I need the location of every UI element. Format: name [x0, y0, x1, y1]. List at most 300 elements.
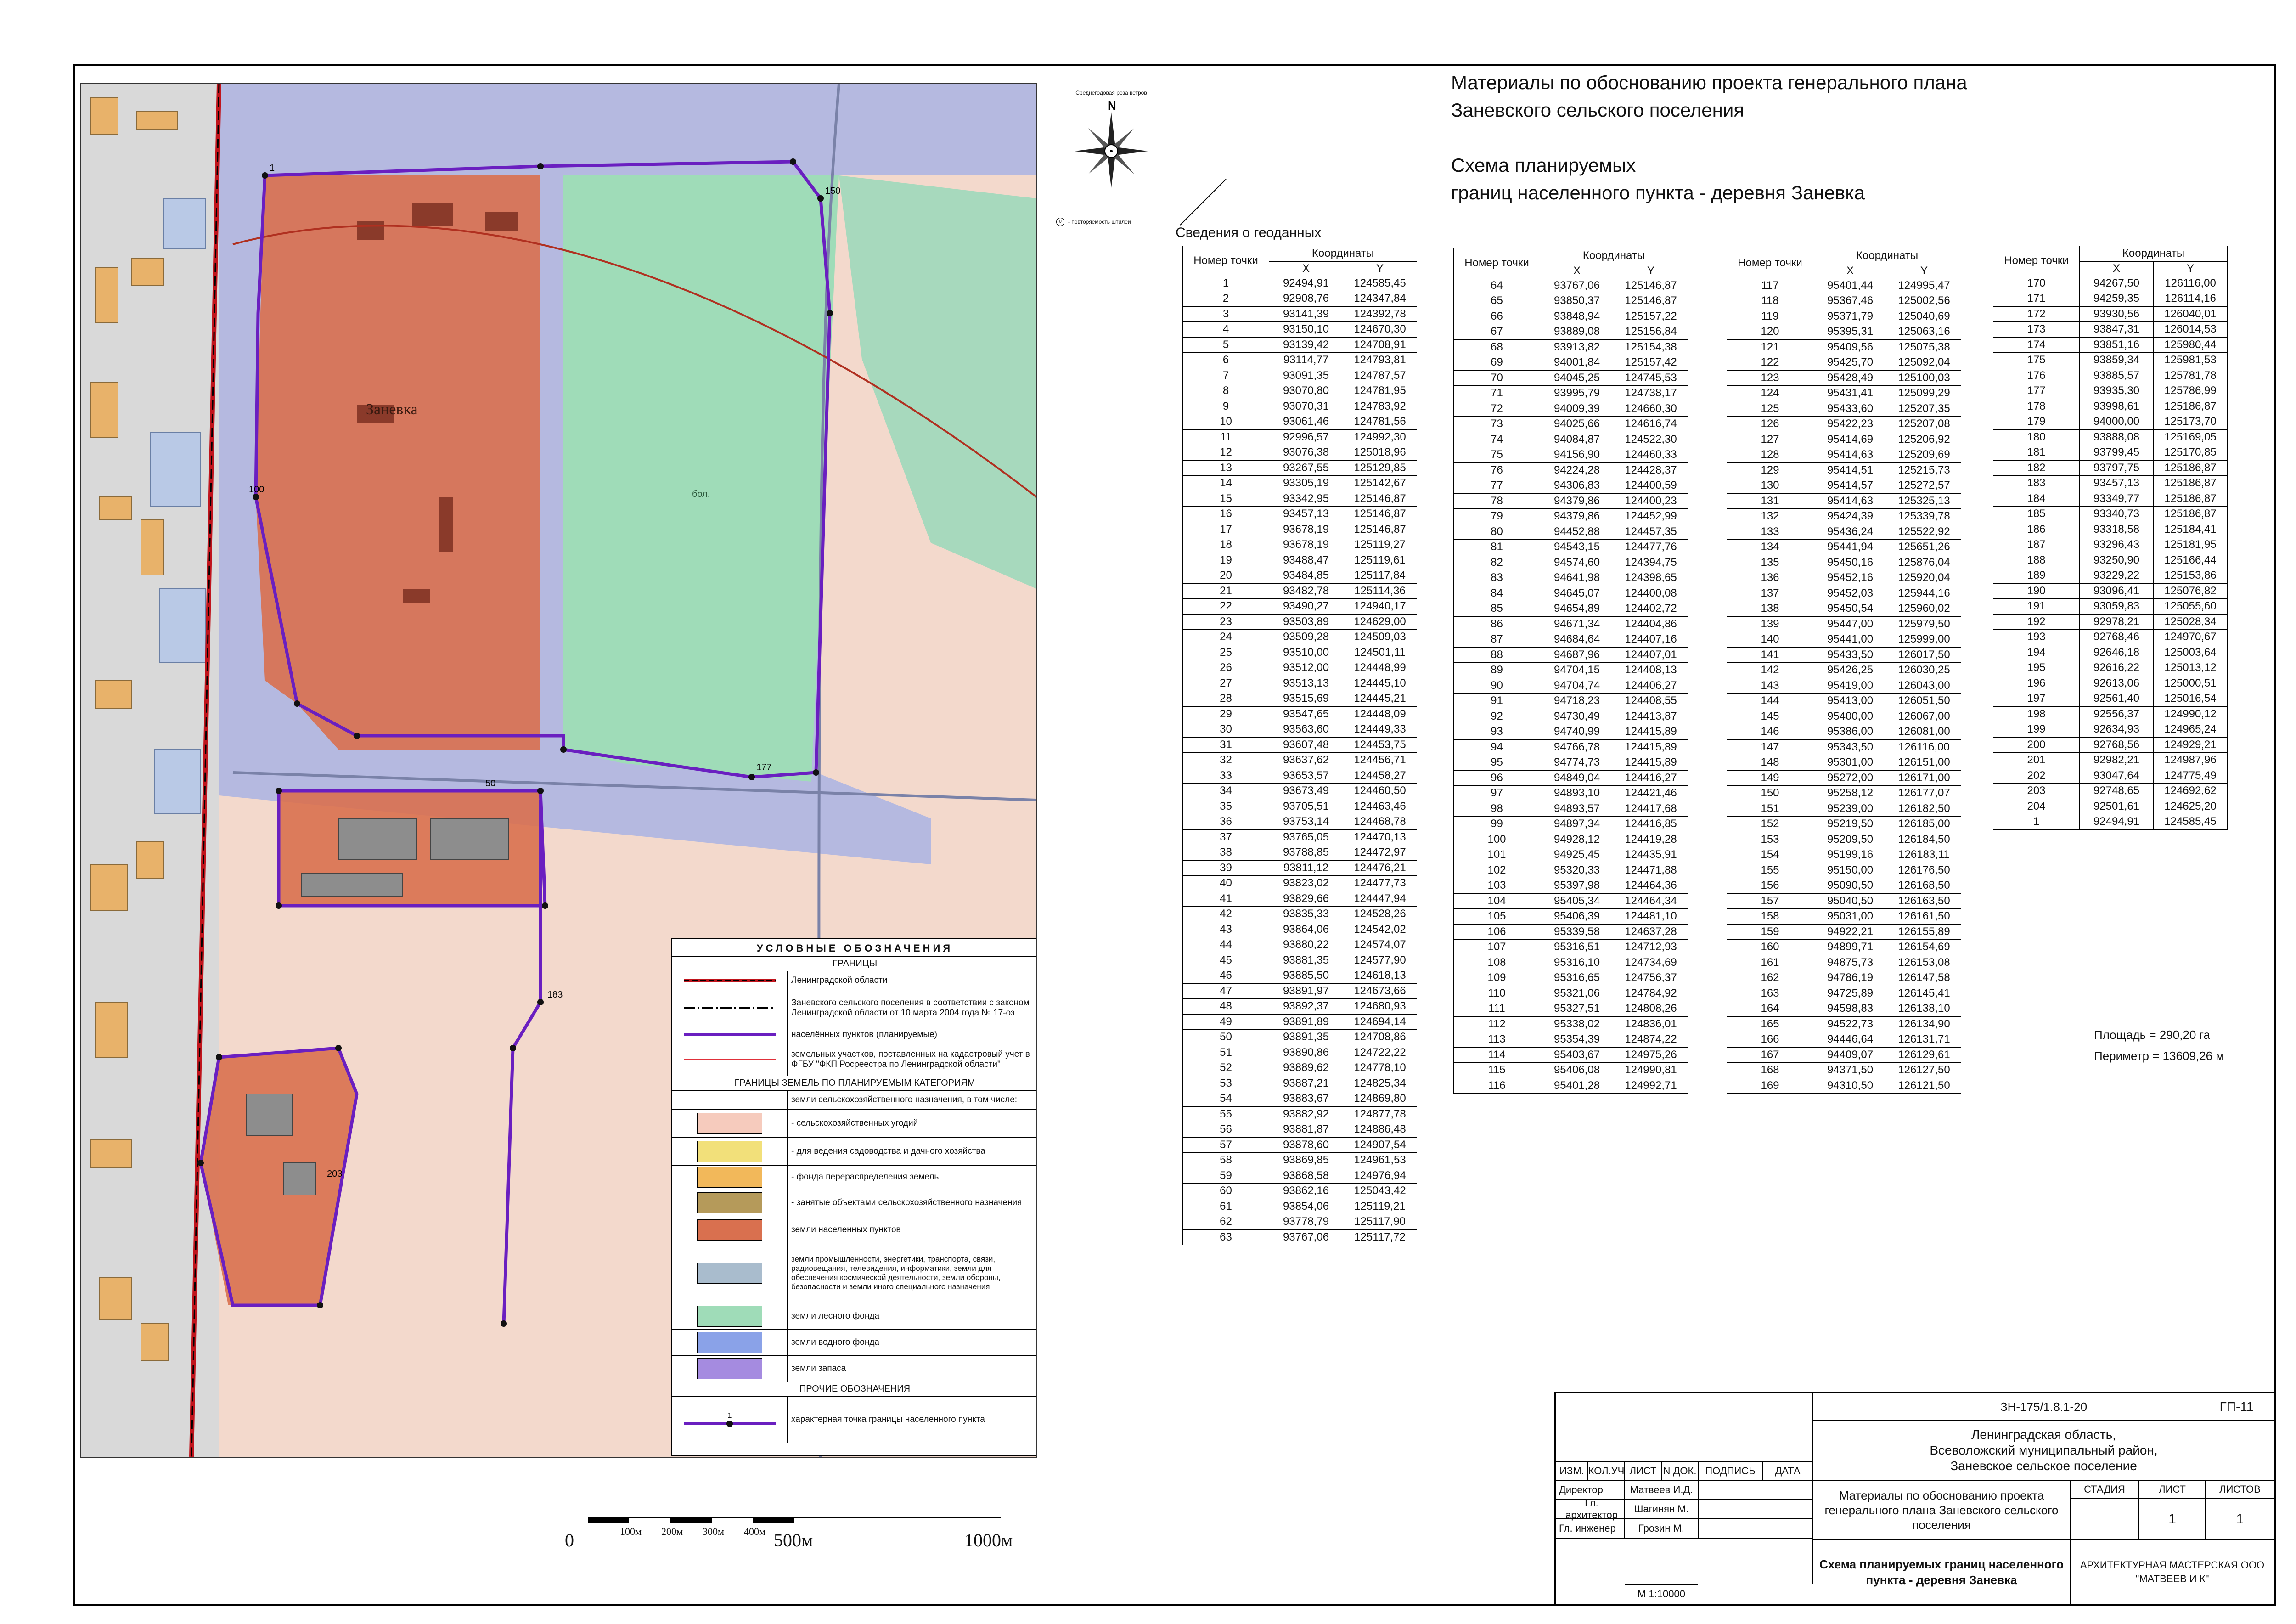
coords-table-2: [1453, 248, 1688, 1094]
coord-x: 93488,47: [1269, 553, 1343, 568]
coord-y: 126127,50: [1887, 1063, 1961, 1078]
table-row: [1993, 568, 2228, 584]
coord-x: 95339,58: [1540, 924, 1614, 940]
point-number: 82: [1454, 555, 1540, 570]
point-number: 21: [1183, 583, 1269, 599]
point-number: 145: [1727, 709, 1813, 724]
point-number: 125: [1727, 401, 1813, 417]
point-number: 194: [1993, 645, 2080, 660]
coord-y: 125119,27: [1343, 537, 1417, 553]
point-number: 92: [1454, 709, 1540, 724]
coord-x: 95321,06: [1540, 986, 1614, 1001]
point-number: 142: [1727, 663, 1813, 678]
coord-y: 125100,03: [1887, 370, 1961, 386]
coord-y: 125186,87: [2154, 491, 2228, 507]
col-header-y: Y: [1887, 264, 1961, 278]
table-row: [1183, 968, 1417, 984]
legend-row-reserve: земли запаса: [672, 1356, 1037, 1382]
point-number: 158: [1727, 909, 1813, 925]
point-number: 32: [1183, 753, 1269, 768]
coord-y: 125169,05: [2154, 429, 2228, 445]
coord-y: 124392,78: [1343, 306, 1417, 322]
stamp-location: Ленинградская область, Всеволожский муниципальный район, Заневское сельское поселение: [1813, 1421, 2274, 1480]
coord-y: 124419,28: [1614, 832, 1688, 847]
table-row: [1727, 924, 1961, 940]
table-row: [1727, 847, 1961, 863]
coord-y: 125016,54: [2154, 691, 2228, 707]
point-number: 161: [1727, 955, 1813, 970]
point-number: 196: [1993, 676, 2080, 691]
table-row: [1454, 278, 1688, 293]
table-row: [1183, 1030, 1417, 1045]
point-number: 58: [1183, 1153, 1269, 1168]
coord-x: 94766,78: [1540, 739, 1614, 755]
point-number: 14: [1183, 476, 1269, 491]
table-row: [1454, 540, 1688, 555]
coord-x: 95316,51: [1540, 940, 1614, 955]
coord-y: 124417,68: [1614, 801, 1688, 817]
legend-section-categories: ГРАНИЦЫ ЗЕМЕЛЬ ПО ПЛАНИРУЕМЫМ КАТЕГОРИЯМ: [672, 1076, 1037, 1091]
table-row: [1454, 1063, 1688, 1078]
point-number: 35: [1183, 799, 1269, 814]
coord-x: 92561,40: [2080, 691, 2154, 707]
coord-x: 93767,06: [1269, 1229, 1343, 1245]
table-row: [1993, 630, 2228, 645]
coord-x: 94000,00: [2080, 414, 2154, 430]
table-row: [1727, 432, 1961, 447]
settlement-north: [256, 175, 540, 750]
table-row: [1183, 1060, 1417, 1076]
coord-y: 124415,89: [1614, 739, 1688, 755]
table-row: [1454, 724, 1688, 740]
coord-y: 125184,41: [2154, 522, 2228, 537]
coord-y: 125076,82: [2154, 583, 2228, 599]
coord-x: 93114,77: [1269, 353, 1343, 368]
coord-y: 124886,48: [1343, 1122, 1417, 1138]
point-number: 28: [1183, 691, 1269, 707]
table-row: [1454, 832, 1688, 847]
coord-x: 95209,50: [1813, 832, 1887, 847]
coord-y: 124477,73: [1343, 876, 1417, 891]
coord-y: 125156,84: [1614, 324, 1688, 340]
table-row: [1183, 553, 1417, 568]
coord-x: 93878,60: [1269, 1137, 1343, 1153]
table-row: [1727, 324, 1961, 340]
point-number: 180: [1993, 429, 2080, 445]
coord-y: 125063,16: [1887, 324, 1961, 340]
coord-y: 126129,61: [1887, 1047, 1961, 1063]
coord-x: 93753,14: [1269, 814, 1343, 830]
coord-x: 92634,93: [2080, 722, 2154, 738]
point-number: 178: [1993, 399, 2080, 414]
table-row: [1183, 522, 1417, 537]
village-label: Заневка: [366, 401, 418, 418]
coord-x: 92768,56: [2080, 737, 2154, 753]
coord-y: 125117,84: [1343, 568, 1417, 584]
coord-x: 93854,06: [1269, 1199, 1343, 1214]
coord-y: 125117,72: [1343, 1229, 1417, 1245]
scale-bar: 0 100м 200м 300м 400м 500м 1000м: [565, 1516, 978, 1534]
table-row: [1727, 570, 1961, 586]
table-row: [1727, 447, 1961, 463]
table-row: [1727, 817, 1961, 832]
coord-y: 124784,92: [1614, 986, 1688, 1001]
coord-x: 95413,00: [1813, 694, 1887, 709]
legend-row-agri-fields: - сельскохозяйственных угодий: [672, 1110, 1037, 1138]
table-row: [1183, 476, 1417, 491]
point-number: 119: [1727, 309, 1813, 324]
point-number: 166: [1727, 1032, 1813, 1048]
point-number: 147: [1727, 739, 1813, 755]
coord-y: 124940,17: [1343, 599, 1417, 615]
point-number: 74: [1454, 432, 1540, 447]
coord-y: 126147,58: [1887, 970, 1961, 986]
table-row: [1454, 1016, 1688, 1032]
map-area[interactable]: [80, 83, 1037, 1458]
coord-x: 93482,78: [1269, 583, 1343, 599]
table-row: [1727, 647, 1961, 663]
point-number: 55: [1183, 1106, 1269, 1122]
coord-x: 93889,62: [1269, 1060, 1343, 1076]
point-number: 192: [1993, 614, 2080, 630]
coord-x: 93885,50: [1269, 968, 1343, 984]
coord-x: 95452,16: [1813, 570, 1887, 586]
point-number: 51: [1183, 1045, 1269, 1060]
coord-y: 124528,26: [1343, 907, 1417, 922]
point-number: 22: [1183, 599, 1269, 615]
point-number: 29: [1183, 706, 1269, 722]
coord-x: 93503,89: [1269, 614, 1343, 630]
coord-y: 125207,35: [1887, 401, 1961, 417]
table-row: [1454, 1078, 1688, 1094]
coord-y: 124708,86: [1343, 1030, 1417, 1045]
coord-y: 124415,89: [1614, 755, 1688, 771]
coord-x: 93607,48: [1269, 737, 1343, 753]
table-row: [1183, 537, 1417, 553]
coord-x: 94452,88: [1540, 524, 1614, 540]
table-row: [1993, 706, 2228, 722]
coord-x: 93296,43: [2080, 537, 2154, 553]
coord-x: 95441,00: [1813, 632, 1887, 648]
table-row: [1183, 676, 1417, 691]
coord-x: 95258,12: [1813, 786, 1887, 801]
coord-x: 93547,65: [1269, 706, 1343, 722]
coord-y: 126116,00: [2154, 276, 2228, 291]
point-number: 191: [1993, 599, 2080, 615]
coord-x: 94522,73: [1813, 1016, 1887, 1032]
table-row: [1454, 909, 1688, 925]
point-number: 52: [1183, 1060, 1269, 1076]
table-row: [1993, 583, 2228, 599]
coord-x: 93678,19: [1269, 522, 1343, 537]
coord-y: 126183,11: [1887, 847, 1961, 863]
point-number: 54: [1183, 1091, 1269, 1107]
table-row: [1993, 722, 2228, 738]
point-number: 129: [1727, 462, 1813, 478]
point-number: 159: [1727, 924, 1813, 940]
coord-y: 125979,50: [1887, 616, 1961, 632]
coords-table-1: [1182, 246, 1417, 1245]
coord-y: 125166,44: [2154, 553, 2228, 568]
col-header-coords: Координаты: [2080, 246, 2228, 262]
point-number: 154: [1727, 847, 1813, 863]
coord-y: 125146,87: [1343, 522, 1417, 537]
point-number: 128: [1727, 447, 1813, 463]
table-row: [1183, 753, 1417, 768]
coord-y: 124347,84: [1343, 291, 1417, 307]
table-row: [1727, 986, 1961, 1001]
coord-x: 94574,60: [1540, 555, 1614, 570]
coord-x: 93139,42: [1269, 337, 1343, 353]
point-number: 24: [1183, 630, 1269, 645]
table-row: [1727, 970, 1961, 986]
coord-x: 95450,16: [1813, 555, 1887, 570]
coord-y: 124625,20: [2154, 799, 2228, 814]
coord-y: 124680,93: [1343, 999, 1417, 1015]
legend-row-np-planned: населённых пунктов (планируемые): [672, 1026, 1037, 1043]
table-row: [1183, 291, 1417, 307]
coord-y: 125043,42: [1343, 1184, 1417, 1199]
point-number: 155: [1727, 863, 1813, 878]
coord-y: 124976,94: [1343, 1168, 1417, 1184]
table-row: [1727, 339, 1961, 355]
table-row: [1183, 768, 1417, 784]
coord-x: 95397,98: [1540, 878, 1614, 894]
coord-y: 124471,88: [1614, 863, 1688, 878]
coord-y: 124476,21: [1343, 860, 1417, 876]
coord-y: 124415,89: [1614, 724, 1688, 740]
point-number: 126: [1727, 417, 1813, 432]
coord-x: 93890,86: [1269, 1045, 1343, 1060]
table-row: [1727, 493, 1961, 509]
coord-x: 95386,00: [1813, 724, 1887, 740]
coord-y: 124787,57: [1343, 368, 1417, 383]
table-row: [1183, 706, 1417, 722]
coord-x: 93891,89: [1269, 1014, 1343, 1030]
coord-x: 93935,30: [2080, 383, 2154, 399]
coord-x: 93267,55: [1269, 460, 1343, 476]
point-number: 25: [1183, 645, 1269, 660]
coord-y: 125146,87: [1343, 507, 1417, 522]
coord-y: 124416,85: [1614, 817, 1688, 832]
point-number: 130: [1727, 478, 1813, 494]
table-row: [1993, 383, 2228, 399]
table-row: [1454, 786, 1688, 801]
table-row: [1183, 983, 1417, 999]
point-number: 30: [1183, 722, 1269, 738]
coord-y: 124413,87: [1614, 709, 1688, 724]
table-row: [1454, 555, 1688, 570]
coord-y: 124574,07: [1343, 937, 1417, 953]
coord-y: 125999,00: [1887, 632, 1961, 648]
table-row: [1993, 507, 2228, 522]
table-row: [1727, 462, 1961, 478]
point-number: 120: [1727, 324, 1813, 340]
coord-y: 125099,29: [1887, 386, 1961, 401]
coord-y: 125119,61: [1343, 553, 1417, 568]
legend-row-settlements: земли населенных пунктов: [672, 1217, 1037, 1243]
coord-y: 124407,16: [1614, 632, 1688, 648]
point-number: 103: [1454, 878, 1540, 894]
coord-x: 93070,80: [1269, 383, 1343, 399]
point-number: 38: [1183, 845, 1269, 861]
table-row: [1993, 399, 2228, 414]
table-row: [1727, 632, 1961, 648]
coord-x: 94045,25: [1540, 370, 1614, 386]
coord-y: 124694,14: [1343, 1014, 1417, 1030]
coord-x: 95367,46: [1813, 293, 1887, 309]
point-number: 13: [1183, 460, 1269, 476]
table-row: [1454, 970, 1688, 986]
coord-y: 125325,13: [1887, 493, 1961, 509]
coord-x: 95040,50: [1813, 893, 1887, 909]
point-number: 182: [1993, 460, 2080, 476]
coords-table-3: [1727, 248, 1961, 1094]
coord-x: 92908,76: [1269, 291, 1343, 307]
point-number: 81: [1454, 540, 1540, 555]
coord-y: 125092,04: [1887, 355, 1961, 371]
point-number: 184: [1993, 491, 2080, 507]
coord-y: 126145,41: [1887, 986, 1961, 1001]
table-row: [1993, 753, 2228, 768]
coord-x: 92982,21: [2080, 753, 2154, 768]
coord-x: 92613,06: [2080, 676, 2154, 691]
coord-y: 126051,50: [1887, 694, 1961, 709]
table-row: [1454, 755, 1688, 771]
coord-y: 125876,04: [1887, 555, 1961, 570]
coord-x: 93882,92: [1269, 1106, 1343, 1122]
table-row: [1183, 1199, 1417, 1214]
coord-y: 124929,21: [2154, 737, 2228, 753]
point-number: 34: [1183, 784, 1269, 799]
coord-y: 126184,50: [1887, 832, 1961, 847]
table-row: [1183, 1076, 1417, 1091]
table-row: [1183, 337, 1417, 353]
table-row: [1727, 863, 1961, 878]
coord-y: 125146,87: [1614, 293, 1688, 309]
coord-x: 92996,57: [1269, 429, 1343, 445]
table-row: [1454, 478, 1688, 494]
document-title: Материалы по обоснованию проекта генерального плана Заневского сельского поселения Схема планируемых границ населенного пункта - деревня Заневка: [1451, 72, 1967, 203]
point-number: 10: [1183, 414, 1269, 430]
table-row: [1454, 694, 1688, 709]
table-row: [1183, 1091, 1417, 1107]
point-number: 20: [1183, 568, 1269, 584]
coord-y: 126161,50: [1887, 909, 1961, 925]
coord-y: 124961,53: [1343, 1153, 1417, 1168]
table-row: [1183, 737, 1417, 753]
point-number: 177: [1993, 383, 2080, 399]
legend-row-industry: земли промышленности, энергетики, транспорта, связи, радиовещания, телевидения, информатики, земли для обеспечения космической деятельности, земли обороны, безопасности и земли иного специального назначения: [672, 1243, 1037, 1303]
point-number: 104: [1454, 893, 1540, 909]
table-row: [1183, 937, 1417, 953]
coord-x: 94267,50: [2080, 276, 2154, 291]
coord-y: 124712,93: [1614, 940, 1688, 955]
coord-x: 93869,85: [1269, 1153, 1343, 1168]
table-row: [1993, 522, 2228, 537]
point-number: 198: [1993, 706, 2080, 722]
table-row: [1727, 586, 1961, 601]
coord-x: 93653,57: [1269, 768, 1343, 784]
coord-y: 124585,45: [1343, 276, 1417, 291]
table-row: [1183, 445, 1417, 461]
point-label-150: 150: [825, 186, 841, 196]
table-row: [1454, 570, 1688, 586]
point-number: 107: [1454, 940, 1540, 955]
coord-x: 95414,57: [1813, 478, 1887, 494]
coord-y: 124408,55: [1614, 694, 1688, 709]
table-row: [1993, 429, 2228, 445]
col-header-coords: Координаты: [1269, 246, 1417, 262]
table-row: [1993, 614, 2228, 630]
svg-text:N: N: [1108, 99, 1116, 113]
coord-y: 125186,87: [2154, 507, 2228, 522]
coord-y: 124448,09: [1343, 706, 1417, 722]
coord-x: 93096,41: [2080, 583, 2154, 599]
table-row: [1993, 353, 2228, 368]
coord-x: 93823,02: [1269, 876, 1343, 891]
coord-x: 93070,31: [1269, 399, 1343, 414]
col-header-y: Y: [1343, 261, 1417, 276]
table-row: [1993, 291, 2228, 307]
coord-x: 93515,69: [1269, 691, 1343, 707]
table-row: [1993, 645, 2228, 660]
point-number: 115: [1454, 1063, 1540, 1078]
point-number: 149: [1727, 770, 1813, 786]
table-row: [1183, 507, 1417, 522]
table-row: [1183, 691, 1417, 707]
coord-y: 125181,95: [2154, 537, 2228, 553]
point-number: 57: [1183, 1137, 1269, 1153]
coord-y: 125119,21: [1343, 1199, 1417, 1214]
coord-x: 95406,39: [1540, 909, 1614, 925]
coord-x: 93484,85: [1269, 568, 1343, 584]
coord-x: 93887,21: [1269, 1076, 1343, 1091]
coord-x: 95414,69: [1813, 432, 1887, 447]
point-number: 1: [1993, 814, 2080, 830]
coord-x: 94893,10: [1540, 786, 1614, 801]
coord-y: 124874,22: [1614, 1032, 1688, 1048]
table-row: [1454, 801, 1688, 817]
coord-y: 126163,50: [1887, 893, 1961, 909]
coord-x: 93880,22: [1269, 937, 1343, 953]
table-row: [1183, 322, 1417, 338]
coord-y: 126030,25: [1887, 663, 1961, 678]
coord-y: 125114,36: [1343, 583, 1417, 599]
point-number: 199: [1993, 722, 2080, 738]
table-row: [1454, 432, 1688, 447]
coord-x: 95272,00: [1813, 770, 1887, 786]
coord-y: 125117,90: [1343, 1214, 1417, 1230]
point-number: 117: [1727, 278, 1813, 293]
point-number: 98: [1454, 801, 1540, 817]
coord-x: 95343,50: [1813, 739, 1887, 755]
coord-y: 124522,30: [1614, 432, 1688, 447]
point-number: 16: [1183, 507, 1269, 522]
point-number: 127: [1727, 432, 1813, 447]
coord-y: 124452,99: [1614, 509, 1688, 524]
table-row: [1993, 491, 2228, 507]
coord-x: 95447,00: [1813, 616, 1887, 632]
point-number: 188: [1993, 553, 2080, 568]
table-row: [1183, 460, 1417, 476]
coord-x: 93509,28: [1269, 630, 1343, 645]
point-number: 165: [1727, 1016, 1813, 1032]
coord-y: 124995,47: [1887, 278, 1961, 293]
point-number: 76: [1454, 462, 1540, 478]
point-number: 197: [1993, 691, 2080, 707]
table-row: [1454, 1001, 1688, 1017]
